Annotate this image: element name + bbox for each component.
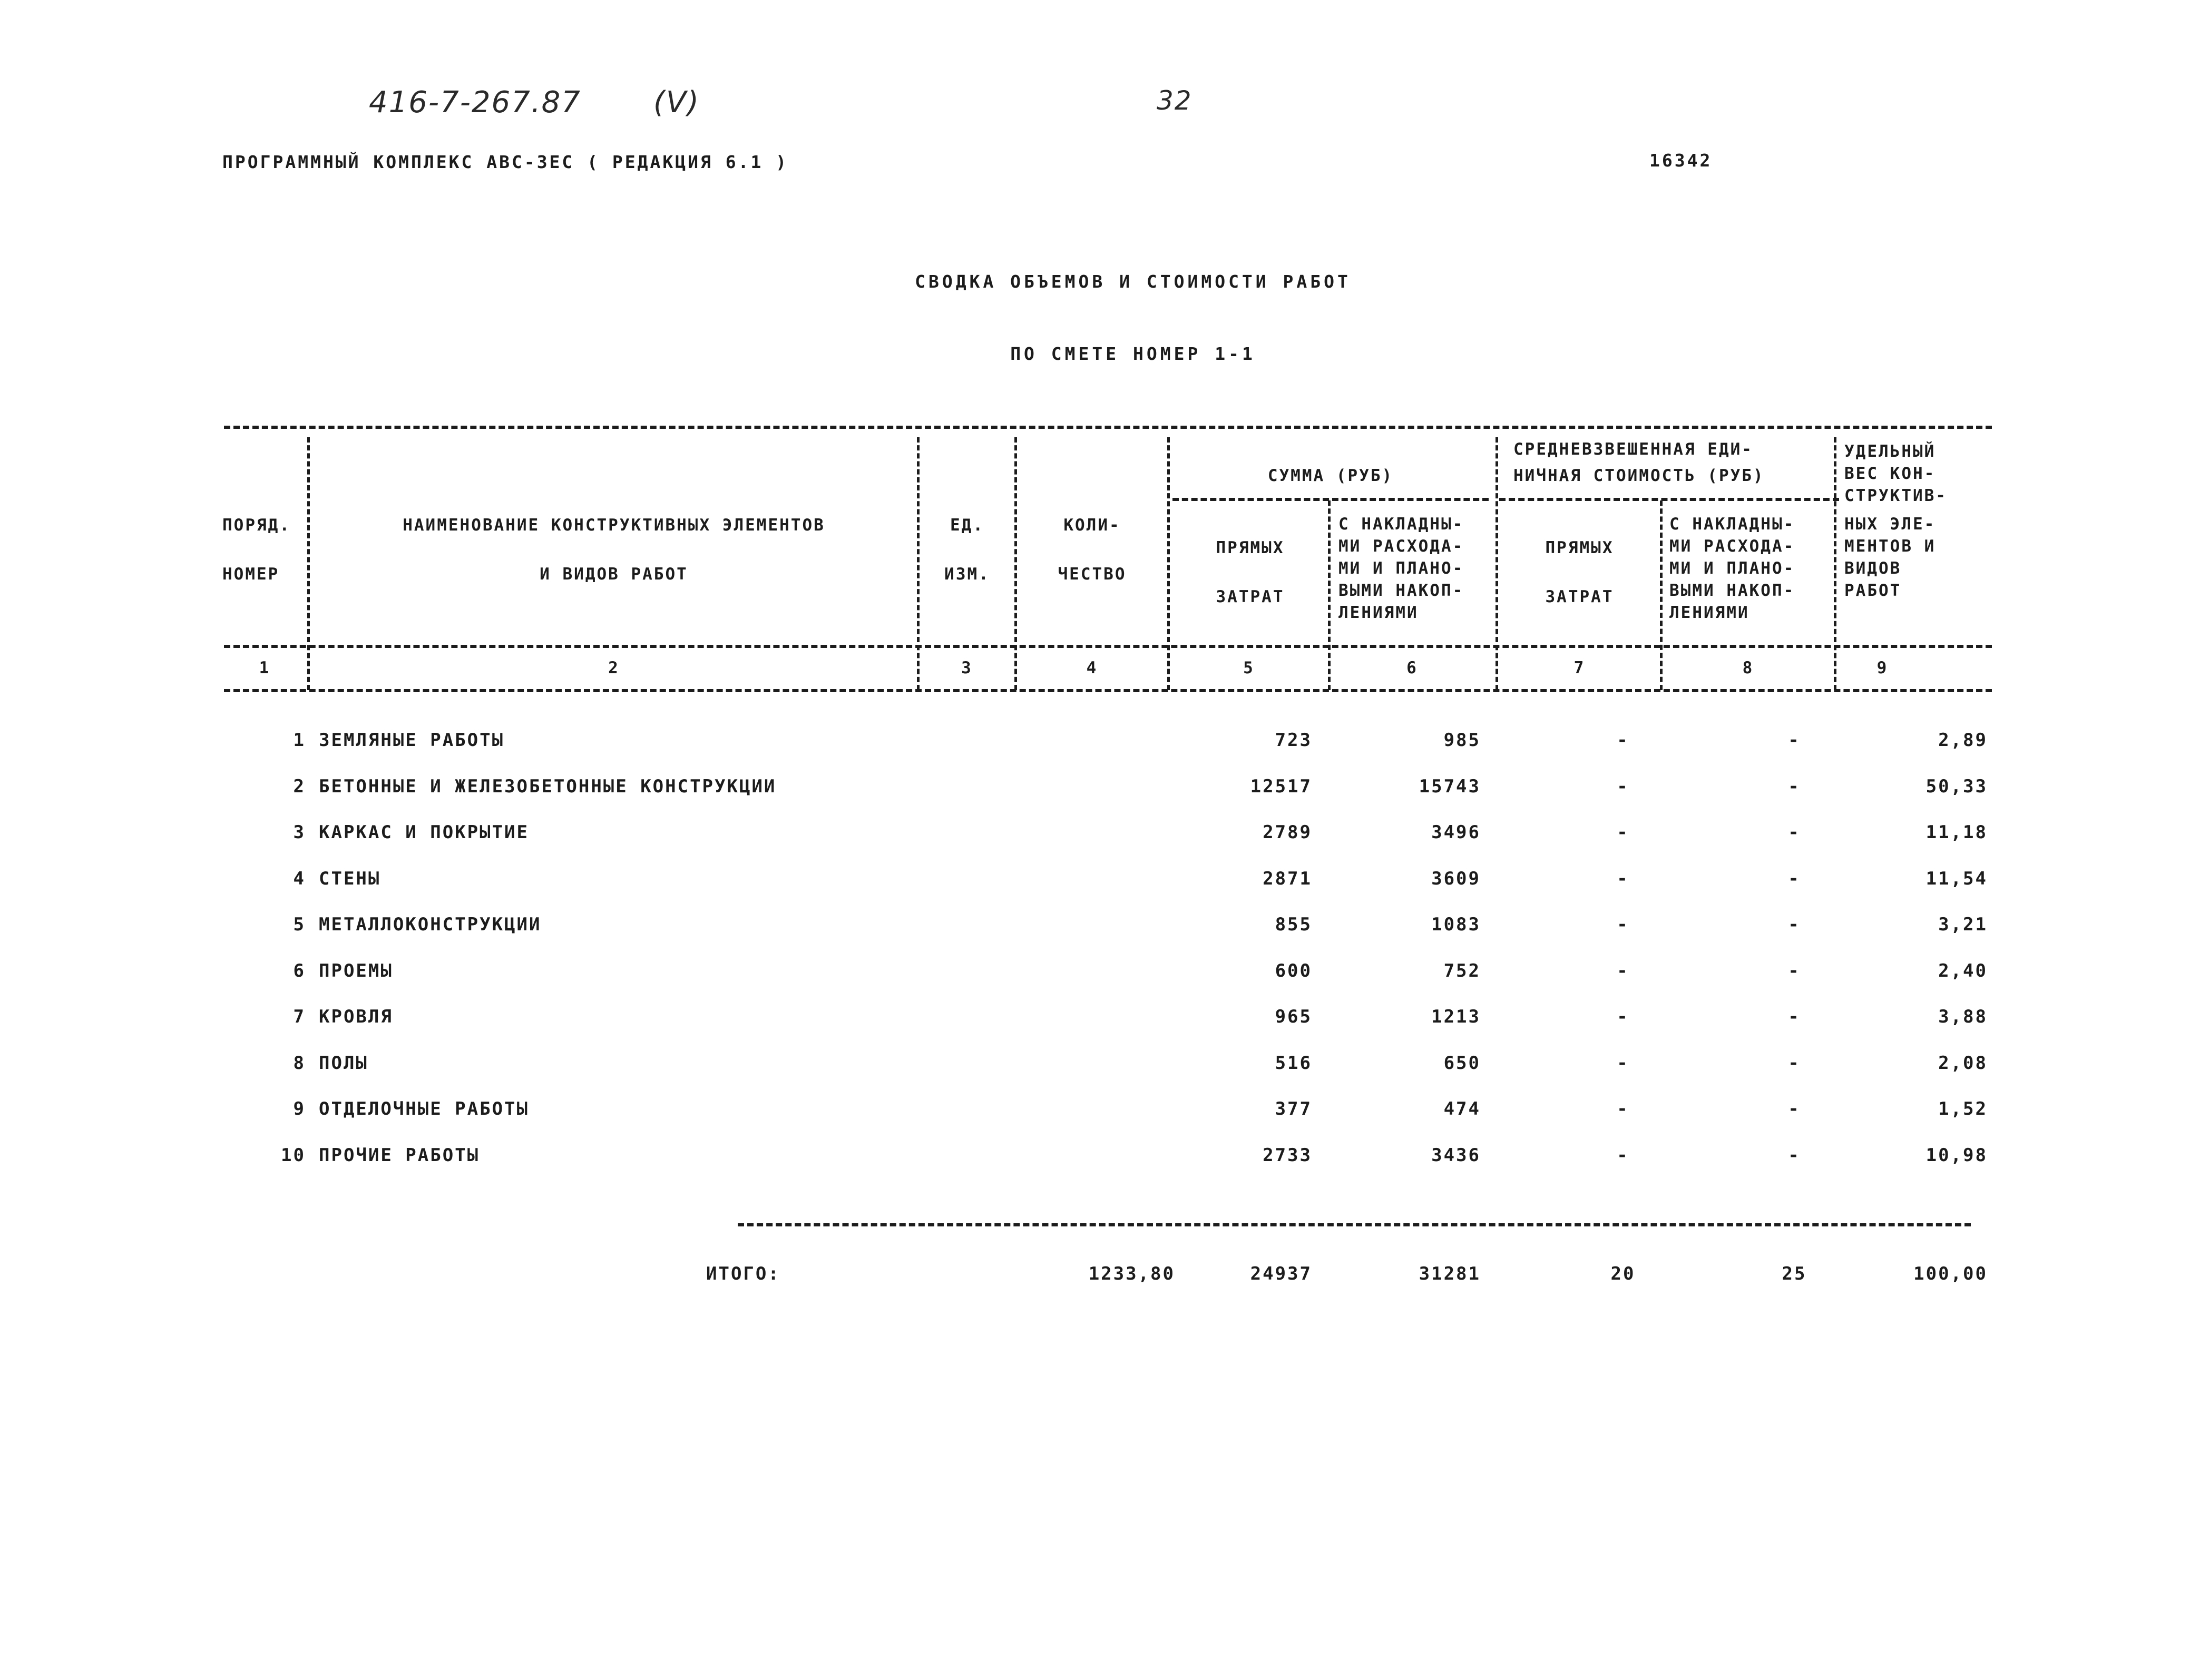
total-rule [738,1223,1971,1226]
col6-header-line1: С НАКЛАДНЫ- [1338,515,1464,534]
col9-header-line4: НЫХ ЭЛЕ- [1844,515,1936,534]
row-number: 3 [293,822,306,843]
row-direct: 2733 [1263,1144,1312,1166]
col4-header-line2: ЧЕСТВО [1058,565,1127,584]
document-code: 416-7-267.87 [369,85,581,120]
row-overhead: 15743 [1419,775,1481,797]
row-avg-direct: - [1617,960,1629,981]
col-number-6: 6 [1406,659,1418,677]
col3-header-line2: ИЗМ. [944,565,990,584]
row-name: БЕТОННЫЕ И ЖЕЛЕЗОБЕТОННЫЕ КОНСТРУКЦИИ [319,775,777,797]
volume-mark: (V) [653,85,700,120]
row-overhead: 1213 [1431,1006,1481,1027]
col8-header-line2: МИ РАСХОДА- [1669,537,1795,556]
page-number: 32 [1157,85,1193,116]
row-direct: 516 [1275,1052,1312,1074]
col-number-8: 8 [1742,659,1754,677]
report-title: СВОДКА ОБЪЕМОВ И СТОИМОСТИ РАБОТ [915,271,1351,292]
row-avg-direct: - [1617,1006,1629,1027]
total-avg-overhead: 25 [1782,1263,1807,1284]
col9-header-line2: ВЕС КОН- [1844,464,1936,483]
row-name: СТЕНЫ [319,868,381,889]
row-number: 1 [293,730,306,751]
sum-group-header: СУММА (РУБ) [1267,466,1394,485]
col6-header-line2: МИ РАСХОДА- [1338,537,1464,556]
row-name: КАРКАС И ПОКРЫТИЕ [319,822,529,843]
row-avg-direct: - [1617,822,1629,843]
row-avg-overhead: - [1788,960,1801,981]
row-avg-overhead: - [1788,1052,1801,1074]
row-number: 4 [293,868,306,889]
row-direct: 723 [1275,730,1312,751]
row-share: 2,40 [1938,960,1988,981]
header-bottom-rule [224,645,1992,648]
row-overhead: 474 [1443,1098,1481,1119]
col-number-9: 9 [1876,659,1889,677]
col-number-7: 7 [1573,659,1586,677]
row-avg-direct: - [1617,730,1629,751]
row-avg-direct: - [1617,914,1629,935]
col-divider-4 [1167,437,1170,690]
total-direct-costs: 24937 [1250,1263,1312,1284]
row-direct: 600 [1275,960,1312,981]
col8-header-line5: ЛЕНИЯМИ [1669,603,1749,622]
row-avg-overhead: - [1788,1006,1801,1027]
row-avg-overhead: - [1788,868,1801,889]
row-direct: 377 [1275,1098,1312,1119]
column-numbers-rule [224,689,1992,692]
program-header: ПРОГРАММНЫЙ КОМПЛЕКС АВС-ЗЕС ( РЕДАКЦИЯ 6.1 ) [222,152,789,172]
row-overhead: 985 [1443,730,1481,751]
col9-header-line6: ВИДОВ [1844,559,1902,578]
row-share: 3,88 [1938,1006,1988,1027]
row-direct: 855 [1275,914,1312,935]
col8-header-line4: ВЫМИ НАКОП- [1669,581,1795,600]
row-avg-direct: - [1617,868,1629,889]
sum-group-rule [1172,498,1489,501]
col9-header-line7: РАБОТ [1844,581,1902,600]
row-direct: 2871 [1263,868,1312,889]
col5-header-line1: ПРЯМЫХ [1216,538,1285,557]
estimate-number: ПО СМЕТЕ НОМЕР 1-1 [1010,343,1256,364]
row-name: ЗЕМЛЯНЫЕ РАБОТЫ [319,730,505,751]
row-avg-direct: - [1617,775,1629,797]
col-number-2: 2 [608,659,620,677]
col6-header-line3: МИ И ПЛАНО- [1338,559,1464,578]
total-share: 100,00 [1913,1263,1988,1284]
col6-header-line5: ЛЕНИЯМИ [1338,603,1419,622]
col7-header-line2: ЗАТРАТ [1545,587,1614,606]
row-name: ПРОЧИЕ РАБОТЫ [319,1144,480,1166]
row-direct: 12517 [1250,775,1312,797]
row-direct: 965 [1275,1006,1312,1027]
total-avg-direct: 20 [1610,1263,1636,1284]
row-direct: 2789 [1263,822,1312,843]
col-divider-2 [917,437,920,690]
row-name: МЕТАЛЛОКОНСТРУКЦИИ [319,914,542,935]
row-share: 50,33 [1925,775,1988,797]
col-divider-3 [1014,437,1017,690]
row-overhead: 3496 [1431,822,1481,843]
row-share: 11,18 [1925,822,1988,843]
col2-header-line2: И ВИДОВ РАБОТ [540,565,688,584]
col1-header-line1: ПОРЯД. [222,516,291,535]
row-number: 10 [281,1144,306,1166]
row-avg-direct: - [1617,1052,1629,1074]
avg-group-header-line1: СРЕДНЕВЗВЕШЕННАЯ ЕДИ- [1513,440,1753,459]
row-share: 1,52 [1938,1098,1988,1119]
col9-header-line1: УДЕЛЬНЫЙ [1844,442,1936,461]
row-share: 11,54 [1925,868,1988,889]
col-number-3: 3 [961,659,973,677]
col-number-4: 4 [1086,659,1098,677]
col1-header-line2: НОМЕР [222,565,280,584]
row-share: 2,89 [1938,730,1988,751]
row-overhead: 1083 [1431,914,1481,935]
row-number: 5 [293,914,306,935]
table-top-rule [224,426,1992,429]
row-avg-overhead: - [1788,730,1801,751]
row-avg-overhead: - [1788,914,1801,935]
row-number: 6 [293,960,306,981]
row-overhead: 3609 [1431,868,1481,889]
row-avg-direct: - [1617,1144,1629,1166]
row-avg-overhead: - [1788,1144,1801,1166]
row-number: 8 [293,1052,306,1074]
row-overhead: 650 [1443,1052,1481,1074]
col8-header-line3: МИ И ПЛАНО- [1669,559,1795,578]
row-name: ОТДЕЛОЧНЫЕ РАБОТЫ [319,1098,529,1119]
col-divider-6 [1496,437,1498,690]
col5-header-line2: ЗАТРАТ [1216,587,1285,606]
col9-header-line3: СТРУКТИВ- [1844,486,1947,505]
total-label: ИТОГО: [706,1263,780,1284]
row-name: КРОВЛЯ [319,1006,393,1027]
total-quantity: 1233,80 [1088,1263,1175,1284]
col4-header-line1: КОЛИ- [1063,516,1121,535]
row-avg-overhead: - [1788,775,1801,797]
col2-header-line1: НАИМЕНОВАНИЕ КОНСТРУКТИВНЫХ ЭЛЕМЕНТОВ [403,516,825,535]
row-number: 7 [293,1006,306,1027]
col9-header-line5: МЕНТОВ И [1844,537,1936,556]
col-divider-1 [307,437,310,690]
total-overhead-costs: 31281 [1419,1263,1481,1284]
row-overhead: 3436 [1431,1144,1481,1166]
row-number: 2 [293,775,306,797]
col6-header-line4: ВЫМИ НАКОП- [1338,581,1464,600]
row-name: ПРОЕМЫ [319,960,393,981]
row-avg-direct: - [1617,1098,1629,1119]
col3-header-line1: ЕД. [950,516,984,535]
col-number-1: 1 [259,659,271,677]
row-overhead: 752 [1443,960,1481,981]
document-number: 16342 [1649,150,1713,171]
row-share: 3,21 [1938,914,1988,935]
row-name: ПОЛЫ [319,1052,368,1074]
row-share: 10,98 [1925,1144,1988,1166]
avg-group-header-line2: НИЧНАЯ СТОИМОСТЬ (РУБ) [1513,466,1765,485]
row-share: 2,08 [1938,1052,1988,1074]
col-divider-8 [1834,437,1836,690]
row-avg-overhead: - [1788,822,1801,843]
row-number: 9 [293,1098,306,1119]
avg-group-rule [1499,498,1839,501]
col7-header-line1: ПРЯМЫХ [1545,538,1614,557]
col-number-5: 5 [1243,659,1255,677]
row-avg-overhead: - [1788,1098,1801,1119]
col8-header-line1: С НАКЛАДНЫ- [1669,515,1795,534]
